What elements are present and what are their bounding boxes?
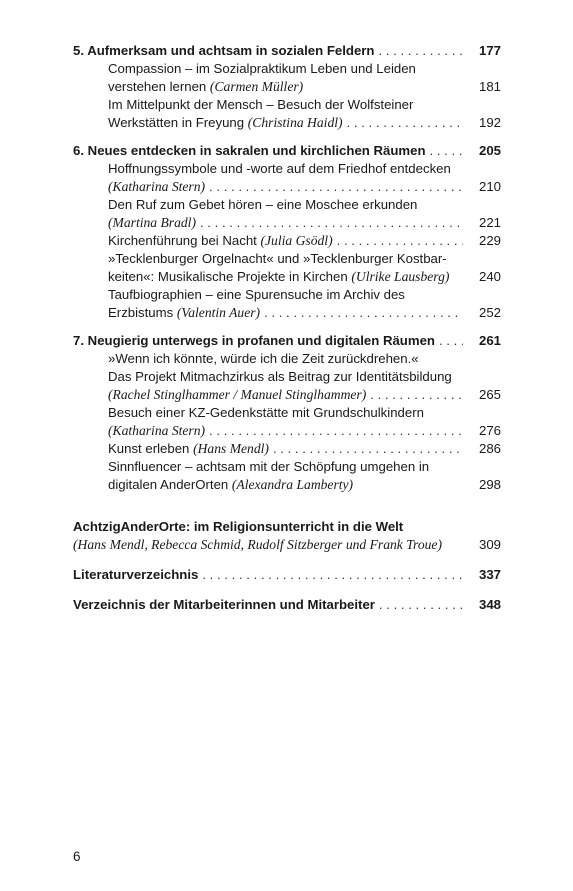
entry-title-end: verstehen lernen xyxy=(108,79,207,94)
entry-page-number: 240 xyxy=(478,269,501,284)
entry-title-line: »Tecklenburger Orgelnacht« und »Tecklenburger Kostbar- xyxy=(108,251,447,266)
achtzig-page-number: 309 xyxy=(478,537,501,552)
entry-page-number: 192 xyxy=(478,115,501,130)
toc-section-mitarbeiter[interactable] xyxy=(73,596,501,614)
section-page-number: 261 xyxy=(478,333,501,348)
toc-entry[interactable] xyxy=(73,458,501,494)
section-title xyxy=(73,42,374,60)
leader-dots xyxy=(209,178,463,196)
entry-last-line xyxy=(108,268,501,286)
entry-title-line: Besuch einer KZ-Gedenkstätte mit Grundschulkindern xyxy=(108,405,424,420)
entry-author: (Hans Mendl) xyxy=(193,441,269,456)
entry-text xyxy=(108,78,303,96)
toc-entry[interactable] xyxy=(73,250,501,286)
entry-last-line xyxy=(108,78,501,96)
entry-last-line xyxy=(108,232,501,250)
literatur-title: Literaturverzeichnis xyxy=(73,567,199,582)
achtzig-authors-line xyxy=(73,536,501,554)
toc-entry[interactable] xyxy=(73,60,501,96)
entry-title-line: Hoffnungssymbole und -worte auf dem Friedhof entdecken xyxy=(108,161,451,176)
entry-text xyxy=(108,422,205,440)
mitarbeiter-page-number: 348 xyxy=(478,597,501,612)
entry-text xyxy=(108,304,260,322)
entry-title-line: Das Projekt Mitmachzirkus als Beitrag zur Identitätsbildung xyxy=(108,369,452,384)
entry-title-line: Compassion – im Sozialpraktikum Leben und Leiden xyxy=(108,61,416,76)
toc-entry[interactable] xyxy=(73,404,501,440)
leader-dots xyxy=(209,422,463,440)
entry-text xyxy=(108,114,343,132)
entry-text xyxy=(108,178,205,196)
entry-title-line: Taufbiographien – eine Spurensuche im Archiv des xyxy=(108,287,405,302)
entry-page-number: 298 xyxy=(478,477,501,492)
entry-last-line xyxy=(108,440,501,458)
toc-section xyxy=(73,42,501,132)
toc-section xyxy=(73,332,501,494)
toc-entry[interactable] xyxy=(73,232,501,250)
entry-last-line xyxy=(108,386,501,404)
section-page-number: 205 xyxy=(478,143,501,158)
entry-title-end: digitalen AnderOrten xyxy=(108,477,229,492)
entry-title-line: Sinnfluencer – achtsam mit der Schöpfung umgehen in xyxy=(108,459,430,474)
entry-text xyxy=(108,476,353,494)
toc-entry[interactable] xyxy=(73,160,501,196)
section-title xyxy=(73,142,426,160)
entry-author: (Katharina Stern) xyxy=(108,423,206,438)
achtzig-authors: (Hans Mendl, Rebecca Schmid, Rudolf Sitzberger und Frank Troue) xyxy=(73,537,442,552)
entry-author: (Rachel Stinglhammer / Manuel Stinglhammer) xyxy=(108,387,367,402)
leader-dots xyxy=(370,386,463,404)
entry-author: (Carmen Müller) xyxy=(209,79,304,94)
achtzig-authors-wrap xyxy=(73,536,442,554)
toc-section-achtzig[interactable] xyxy=(73,518,501,554)
literatur-row xyxy=(73,566,501,584)
toc-entry[interactable] xyxy=(73,286,501,322)
entry-title-line: »Wenn ich könnte, würde ich die Zeit zurückdrehen.« xyxy=(108,351,419,366)
entry-author: (Alexandra Lamberty) xyxy=(231,477,354,492)
section-title-text: Neues entdecken in sakralen und kirchlichen Räumen xyxy=(87,143,426,158)
leader-dots xyxy=(200,214,463,232)
entry-page-number: 276 xyxy=(478,423,501,438)
section-number: 6. xyxy=(73,143,84,158)
toc-section xyxy=(73,142,501,322)
section-page-number: 177 xyxy=(478,43,501,58)
leader-dots xyxy=(378,42,463,60)
entry-title-end: keiten«: Musikalische Projekte in Kirchen xyxy=(108,269,348,284)
entry-page-number: 286 xyxy=(478,441,501,456)
leader-dots xyxy=(439,332,463,350)
page-number: 6 xyxy=(73,849,81,864)
leader-dots xyxy=(273,440,463,458)
toc-entry[interactable] xyxy=(73,350,501,404)
entry-author: (Christina Haidl) xyxy=(247,115,343,130)
entry-page-number: 181 xyxy=(478,79,501,94)
entry-last-line xyxy=(108,178,501,196)
entry-last-line xyxy=(108,214,501,232)
entry-author: (Julia Gsödl) xyxy=(260,233,333,248)
entry-author: (Valentin Auer) xyxy=(176,305,261,320)
leader-dots xyxy=(202,566,463,584)
toc-section-literatur[interactable] xyxy=(73,566,501,584)
entry-page-number: 221 xyxy=(478,215,501,230)
entry-title-end: Kunst erleben xyxy=(108,441,190,456)
entry-author: (Ulrike Lausberg) xyxy=(351,269,450,284)
section-title-text: Aufmerksam und achtsam in sozialen Feldern xyxy=(87,43,375,58)
entry-title-line: Im Mittelpunkt der Mensch – Besuch der Wolfsteiner xyxy=(108,97,414,112)
toc-entry[interactable] xyxy=(73,196,501,232)
section-heading[interactable] xyxy=(73,142,501,160)
entry-page-number: 252 xyxy=(478,305,501,320)
leader-dots xyxy=(337,232,463,250)
toc-entry[interactable] xyxy=(73,96,501,132)
entry-title-end: Werkstätten in Freyung xyxy=(108,115,245,130)
entry-text xyxy=(108,214,196,232)
leader-dots xyxy=(379,596,463,614)
section-title-text: Neugierig unterwegs in profanen und digitalen Räumen xyxy=(87,333,435,348)
mitarbeiter-title: Verzeichnis der Mitarbeiterinnen und Mitarbeiter xyxy=(73,597,375,612)
entry-last-line xyxy=(108,476,501,494)
leader-dots xyxy=(430,142,463,160)
entry-title-end: Kirchenführung bei Nacht xyxy=(108,233,257,248)
entry-page-number: 210 xyxy=(478,179,501,194)
entry-page-number: 229 xyxy=(478,233,501,248)
entry-title-line: Den Ruf zum Gebet hören – eine Moschee erkunden xyxy=(108,197,418,212)
entry-author: (Martina Bradl) xyxy=(108,215,196,230)
section-title xyxy=(73,332,435,350)
entry-page-number: 265 xyxy=(478,387,501,402)
section-number: 5. xyxy=(73,43,84,58)
table-of-contents xyxy=(73,42,501,624)
entry-last-line xyxy=(108,422,501,440)
entry-text xyxy=(108,386,366,404)
section-heading[interactable] xyxy=(73,332,501,350)
entry-text xyxy=(108,268,449,286)
leader-dots xyxy=(264,304,463,322)
entry-last-line xyxy=(108,114,501,132)
entry-author: (Katharina Stern) xyxy=(108,179,206,194)
literatur-page-number: 337 xyxy=(478,567,501,582)
section-number: 7. xyxy=(73,333,84,348)
section-heading[interactable] xyxy=(73,42,501,60)
achtzig-title: AchtzigAnderOrte: im Religionsunterricht in die Welt xyxy=(73,519,404,534)
entry-title-end: Erzbistums xyxy=(108,305,174,320)
toc-entry[interactable] xyxy=(73,440,501,458)
entry-text xyxy=(108,232,333,250)
leader-dots xyxy=(347,114,463,132)
entry-last-line xyxy=(108,304,501,322)
mitarbeiter-row xyxy=(73,596,501,614)
entry-text xyxy=(108,440,269,458)
